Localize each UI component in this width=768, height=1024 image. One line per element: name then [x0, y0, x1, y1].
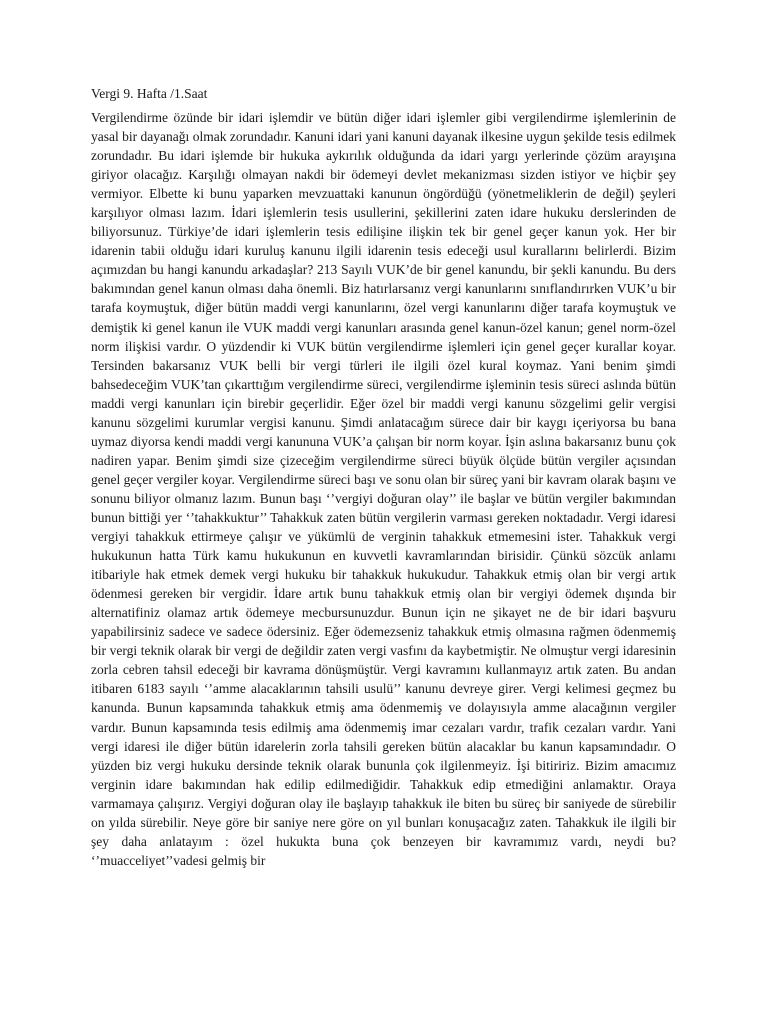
- document-body-text: Vergilendirme özünde bir idari işlemdir ve bütün diğer idari işlemler gibi vergilendirme işlemlerinin de yasal bir dayanağı olmak zorundadır. Kanuni idari yani kanuni dayanak ilkesine uygun şekilde tesis edilmek zorundadır. Bu idari işlemde bir hukuka aykırılık olduğunda da idari yargı yerlerinde çözüm arayışına giriyor olacağız. Karşılığı olmayan nakdi bir ödemeyi devlet mekanizması sizden istiyor ve hiçbir şey vermiyor. Elbette ki bunu yaparken mevzuattaki kanunun öngördüğü (yönetmeliklerin de değil) şeyleri karşılıyor olması lazım. İdari işlemlerin tesis usullerini, şekillerini zaten idare hukuku derslerinden de biliyorsunuz. Türkiye’de idari işlemlerin tesis edilişine ilişkin tek bir genel geçer kanun yok. Her bir idarenin tabii olduğu idari kuruluş kanunu ilgili idarenin tesis edeceği usul kurallarını belirlerdi. Bizim açımızdan bu hangi kanundu arkadaşlar? 213 Sayılı VUK’de bir genel kanundu, bir şekli kanundu. Bu ders bakımından genel kanun olması daha önemli. Biz hatırlarsanız vergi kanunlarını sınıflandırırken VUK’u bir tarafa koymuştuk, diğer bütün maddi vergi kanunlarını, özel vergi kanunlarını diğer tarafa koymuştuk ve demiştik ki genel kanun ile VUK maddi vergi kanunları arasında genel kanun-özel kanun; genel norm-özel norm ilişkisi vardır. O yüzdendir ki VUK bütün vergilendirme işlemleri için genel geçer kurallar koyar. Tersinden bakarsanız VUK belli bir vergi türleri ile ilgili özel kural koymaz. Yani benim şimdi bahsedeceğim VUK’tan çıkarttığım vergilendirme süreci, vergilendirme işleminin tesis süreci aslında bütün maddi vergi kanunları için birebir geçerlidir. Eğer özel bir maddi vergi kanunu sözgelimi gelir vergisi kanunu sözgelimi kurumlar vergisi kanunu. Şimdi anlatacağım sürece dair bir kaygı içeriyorsa bu bana uymaz diyorsa kendi maddi vergi kanununa VUK’a çalışan bir norm koyar. İşin aslına bakarsanız bunu çok nadiren yapar. Benim şimdi size çizeceğim vergilendirme süreci büyük ölçüde bütün vergiler açısından genel geçer vergiler koyar. Vergilendirme süreci başı ve sonu olan bir süreç yani bir kavram olarak başını ve sonunu biliyor olmanız lazım. Bunun başı ‘’vergiyi doğuran olay’’ ile başlar ve bütün vergiler bakımından bunun bittiği yer ‘’tahakkuktur’’ Tahakkuk zaten bütün vergilerin varması gereken noktadadır. Vergi idaresi vergiyi tahakkuk ettirmeye çalışır ve yükümlü de verginin tahakkuk etmemesini ister. Tahakkuk vergi hukukunun hatta Türk kamu hukukunun en kuvvetli kavramlarından birisidir. Çünkü sözcük anlamı itibariyle hak etmek demek vergi hukuku bir tahakkuk hukukudur. Tahakkuk etmiş olan bir vergi artık ödenmesi gereken bir vergidir. İdare artık bunu tahakkuk etmiş olan bir vergiyi ödemek dışında bir alternatifiniz olamaz artık ödemeye mecbursunuzdur. Bunun için ne şikayet ne de bir idari başvuru yapabilirsiniz sadece ve sadece ödersiniz. Eğer ödemezseniz tahakkuk etmiş olmasına rağmen ödenmemiş bir vergi teknik olarak bir vergi de değildir zaten vergi vasfını da kaybetmiştir. Ne olmuştur vergi idaresinin zorla cebren tahsil edeceği bir kavrama dönüşmüştür. Vergi kavramını kullanmayız artık zaten. Bu andan itibaren 6183 sayılı ‘’amme alacaklarının tahsili usulü’’ kanunu devreye girer. Vergi kelimesi geçmez bu kanunda. Bunun kapsamında tahakkuk etmiş ama ödenmemiş ve dolayısıyla amme alacağının vergiler vardır. Bunun kapsamında tesis edilmiş ama ödenmemiş imar cezaları vardır, trafik cezaları vardır. Yani vergi idaresi ile diğer bütün idarelerin zorla tahsili gereken bütün alacaklar bu kanun kapsamındadır. O yüzden biz vergi hukuku dersinde teknik olarak bununla çok ilgilenmeyiz. İşi bitiririz. Bizim amacımız verginin idare bakımından hak edilip edilmediğidir. Tahakkuk edip etmediğini anlamaktır. Oraya varmamaya çalışırız. Vergiyi doğuran olay ile başlayıp tahakkuk ile biten bu süreç bir saniyede de sürebilir on yılda sürebilir. Neye göre bir saniye nere göre on yıl bunları konuşacağız zaten. Tahakkuk ile ilgili bir şey daha anlatayım : özel hukukta buna çok benzeyen bir kavramımız vardı, neydi bu? ‘’muacceliyet’’vadesi gelmiş bir: [91, 110, 676, 868]
- document-heading: Vergi 9. Hafta /1.Saat: [91, 86, 208, 101]
- document-page: [91, 84, 676, 870]
